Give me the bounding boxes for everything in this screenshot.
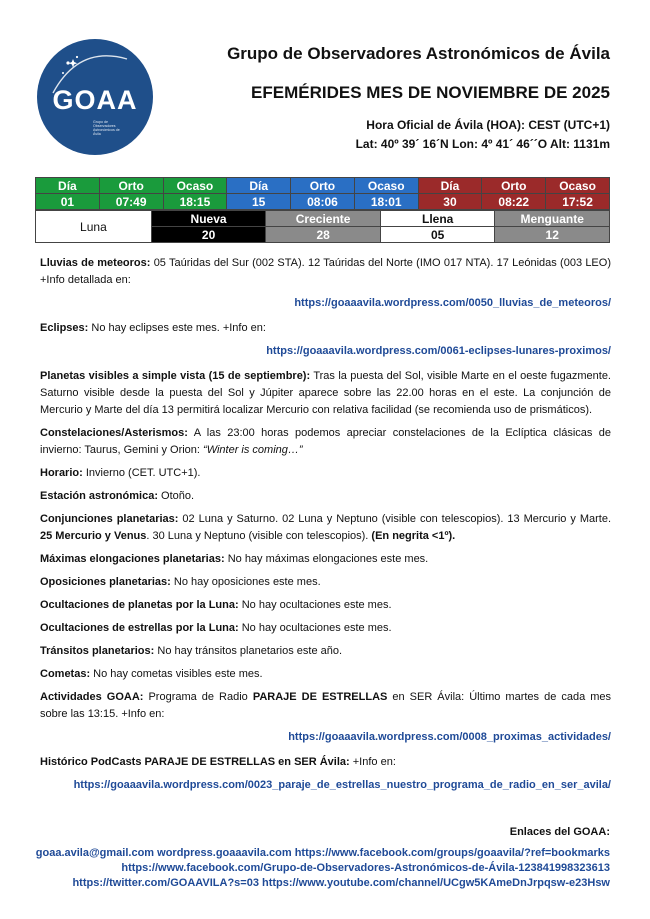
link-historico[interactable]: https://goaaavila.wordpress.com/0023_paraje_de_estrellas_nuestro_programa_de_radio_en_ser_avila/ — [73, 779, 611, 791]
section-lluvias: Lluvias de meteoros: 05 Taúridas del Sur (002 STA). 12 Taúridas del Norte (IMO 017 NTA). 17 Leónidas (003 LEO) +Info detallada en: — [40, 257, 611, 286]
footer-links — [36, 825, 610, 891]
phase-creciente-day: 28 — [266, 227, 381, 243]
section-eclipses: Eclipses: No hay eclipses este mes. +Info en: — [40, 322, 266, 334]
ephemeris-content — [40, 255, 611, 802]
label-orto-2: Orto — [291, 178, 355, 194]
value-ocaso-3: 17:52 — [546, 194, 610, 210]
label-ocaso-3: Ocaso — [546, 178, 610, 194]
section-horario: Horario: Invierno (CET. UTC+1). — [40, 467, 201, 479]
coords-info: Lat: 40º 39´ 16´N Lon: 4º 41´ 46´´O Alt: 1131m — [355, 137, 610, 151]
section-estacion: Estación astronómica: Otoño. — [40, 490, 195, 502]
section-elongaciones: Máximas elongaciones planetarias: No hay máximas elongaciones este mes. — [40, 553, 429, 565]
section-constelaciones: Constelaciones/Asterismos: A las 23:00 horas podemos apreciar constelaciones de la Eclíptica clásicas de invierno: Taurus, Gemini y Orion: “Winter is coming…” — [40, 427, 611, 456]
footer-title: Enlaces del GOAA: — [509, 826, 610, 838]
phase-llena-day: 05 — [380, 227, 495, 243]
label-orto-3: Orto — [482, 178, 546, 194]
link-eclipses[interactable]: https://goaaavila.wordpress.com/0061-eclipses-lunares-proximos/ — [266, 345, 611, 357]
phase-menguante-day: 12 — [495, 227, 610, 243]
moon-phase-table — [35, 210, 610, 243]
section-planetas: Planetas visibles a simple vista (15 de septiembre): Tras la puesta del Sol, visible Marte en el oeste fugazmente. Saturno visible desde la puesta del Sol y Júpiter aparece sobre las 22.00 horas en el este. La conjunción de Mercurio y Marte del día 13 permitirá localizar Mercurio con relativa facilidad (se recomienda uso de prismáticos). — [40, 370, 611, 416]
logo-subtext: Grupo de Observadores Astronómicos de Ávila — [93, 120, 120, 136]
section-historico: Histórico PodCasts PARAJE DE ESTRELLAS en SER Ávila: +Info en: — [40, 756, 396, 768]
value-orto-3: 08:22 — [482, 194, 546, 210]
page-title: EFEMÉRIDES MES DE NOVIEMBRE DE 2025 — [251, 83, 610, 102]
link-lluvias[interactable]: https://goaaavila.wordpress.com/0050_lluvias_de_meteoros/ — [294, 297, 611, 309]
link-actividades[interactable]: https://goaaavila.wordpress.com/0008_proximas_actividades/ — [288, 731, 611, 743]
value-dia-3: 30 — [418, 194, 482, 210]
phase-nueva-name: Nueva — [151, 211, 266, 227]
label-dia-3: Día — [418, 178, 482, 194]
ephemeris-values-row — [36, 194, 610, 210]
label-dia-1: Día — [36, 178, 100, 194]
value-ocaso-1: 18:15 — [163, 194, 227, 210]
phase-menguante-name: Menguante — [495, 211, 610, 227]
moon-label: Luna — [36, 211, 152, 243]
ephemeris-labels-row — [36, 178, 610, 194]
group-name: Grupo de Observadores Astronómicos de Ávila — [227, 44, 610, 63]
section-conjunciones: Conjunciones planetarias: 02 Luna y Saturno. 02 Luna y Neptuno (visible con telescopios). 13 Mercurio y Marte. 25 Mercurio y Venus. 30 Luna y Neptuno (visible con telescopios). (En negrita <1º). — [40, 513, 612, 542]
value-orto-2: 08:06 — [291, 194, 355, 210]
section-transitos: Tránsitos planetarios: No hay tránsitos planetarios este año. — [40, 645, 343, 657]
goaa-logo — [35, 37, 155, 157]
label-dia-2: Día — [227, 178, 291, 194]
value-ocaso-2: 18:01 — [354, 194, 418, 210]
phase-creciente-name: Creciente — [266, 211, 381, 227]
ephemeris-table — [35, 177, 610, 210]
phase-nueva-day: 20 — [151, 227, 266, 243]
logo-text: GOAA — [52, 85, 138, 115]
footer-line-3[interactable]: https://twitter.com/GOAAVILA?s=03 https://www.youtube.com/channel/UCgw5KAmeDnJrpqsw-e23Hsw — [72, 877, 610, 889]
section-ocult-planetas: Ocultaciones de planetas por la Luna: No hay ocultaciones este mes. — [40, 599, 392, 611]
footer-line-2[interactable]: https://www.facebook.com/Grupo-de-Observadores-Astronómicos-de-Ávila-123841998323613 — [121, 862, 610, 874]
label-orto-1: Orto — [99, 178, 163, 194]
section-actividades: Actividades GOAA: Programa de Radio PARAJE DE ESTRELLAS en SER Ávila: Último martes de cada mes sobre las 13:15. +Info en: — [40, 691, 612, 720]
value-dia-2: 15 — [227, 194, 291, 210]
section-cometas: Cometas: No hay cometas visibles este mes. — [40, 668, 263, 680]
phase-llena-name: Llena — [380, 211, 495, 227]
value-orto-1: 07:49 — [99, 194, 163, 210]
section-oposiciones: Oposiciones planetarias: No hay oposiciones este mes. — [40, 576, 321, 588]
footer-line-1[interactable]: goaa.avila@gmail.com wordpress.goaaavila.com https://www.facebook.com/groups/goaavila/?ref=bookmarks — [35, 847, 610, 859]
label-ocaso-2: Ocaso — [354, 178, 418, 194]
label-ocaso-1: Ocaso — [163, 178, 227, 194]
value-dia-1: 01 — [36, 194, 100, 210]
time-info: Hora Oficial de Ávila (HOA): CEST (UTC+1) — [366, 118, 610, 132]
section-ocult-estrellas: Ocultaciones de estrellas por la Luna: No hay ocultaciones este mes. — [40, 622, 392, 634]
